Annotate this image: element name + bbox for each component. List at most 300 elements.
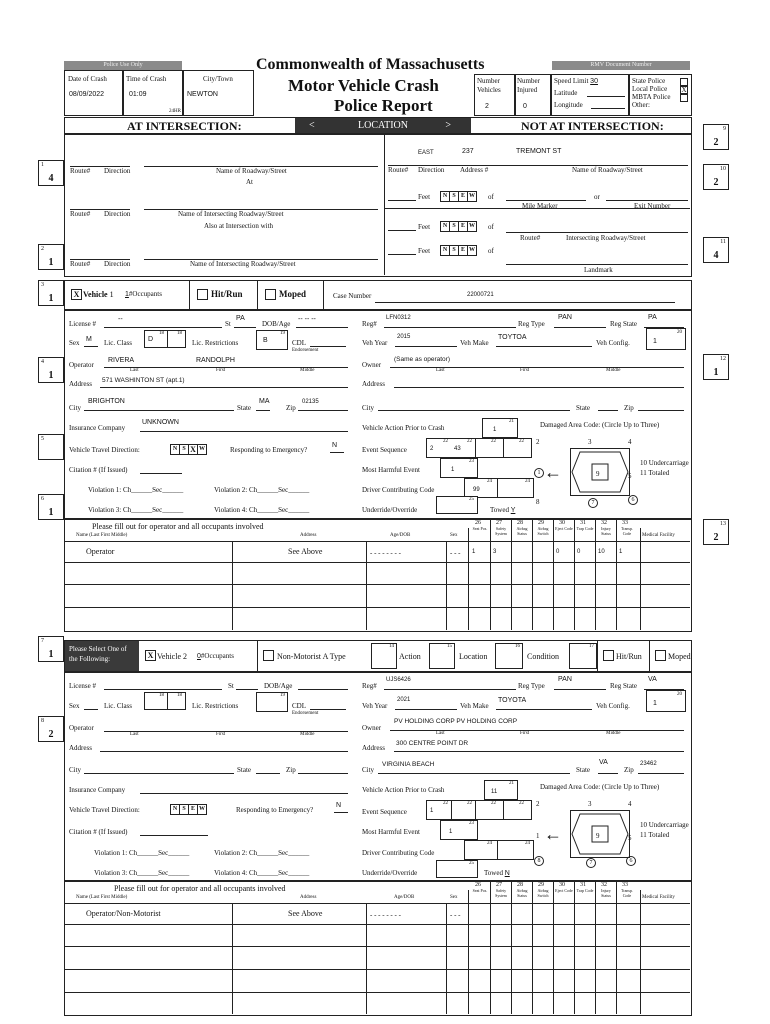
occ-col-label-1-5: Eject Code [555,526,573,531]
occ-row1-val-2[interactable]: 3 [493,549,497,555]
violation3-label-1: Violation 3: Ch [88,506,132,514]
vehicle2-checkbox[interactable]: X [145,650,156,661]
at-label: At [246,178,253,186]
dob-label-1: DOB/Age [262,320,291,328]
location-body [64,133,692,277]
mhe-box-2[interactable]: 1 23 [440,820,478,840]
reg-type-value-2[interactable]: PAN [558,676,572,683]
veh-config-value-2[interactable]: 1 [653,700,657,707]
owner-zip-label-1: Zip [624,404,634,412]
undercarriage-label-2: 10 Undercarriage [640,821,689,829]
middle-label-1: Middle [300,368,315,373]
mhe-value-2[interactable]: 1 [449,829,453,835]
occ-col-label-2-1: Seat Pos. [472,888,488,893]
location-label-v2: Location [459,652,488,661]
veh-year-label-2: Veh Year [362,702,388,710]
type-label: A Type [322,652,346,661]
owner-address-label-1: Address [362,380,385,388]
owner-zip-value-2[interactable]: 23462 [640,761,657,767]
side-right-box-5[interactable]: 13 2 [703,519,729,545]
license-value-1[interactable]: -- [118,316,123,323]
location-center [295,118,471,134]
occ2-row1-address: See Above [288,909,323,918]
time-box [122,70,184,116]
occ-col-label-1-8: Transp. Code [621,526,633,536]
towed-label-1: Towed [490,506,509,514]
address-number-value[interactable]: 237 [462,148,474,155]
occ-row1-val-5[interactable]: 0 [556,549,560,555]
state-value-1[interactable]: MA [259,398,270,405]
owner-first-label-2: First [520,731,530,736]
violation4-line-1: Violation 4: Ch______Sec______ [214,506,310,514]
intersecting-road-label-1: Name of Intersecting Roadway/Street [178,210,284,218]
owner-address-value-2[interactable]: 300 CENTRE POINT DR [396,740,469,747]
veh-config-box-1[interactable]: 1 20 [646,328,686,350]
vehicle1-number: 1 [109,290,114,299]
emergency-value-1[interactable]: N [332,442,338,449]
occ-sex-label-2: Sex [450,895,458,900]
lic-class-box-1[interactable]: D 18 18 [144,330,186,348]
towed-label-2: Towed [484,869,503,877]
lic-class-box-2[interactable]: 18 18 [144,692,186,710]
feet-label-2: Feet [418,223,431,231]
st-value-1[interactable]: PA [236,315,245,322]
of-label-1: of [488,193,494,201]
speed-limit-value[interactable]: 30 [590,78,598,85]
direction-label-3: Direction [104,260,131,268]
rmv-label: RMV Document Number [552,61,690,70]
zip-value-1[interactable]: 02135 [302,399,319,405]
occ-col-num-1-8: 33 [622,520,628,526]
event-seq-label-1: Event Sequence [362,446,407,454]
owner-address-label-2: Address [362,744,385,752]
occ-row1-address-1: See Above [288,547,323,556]
veh-config-value-1[interactable]: 1 [653,338,657,345]
side-left-box-1[interactable]: 1 4 [38,160,64,186]
reg-type-value-1[interactable]: PAN [558,314,572,321]
occ-col-label-2-7: Injury Status [601,888,611,898]
event-seq-box-1[interactable]: 2 22 43 22 22 22 [426,438,532,458]
direction-value[interactable]: EAST [418,150,434,156]
moped-checkbox-2[interactable] [655,650,666,661]
landmark-label: Landmark [584,266,613,274]
owner-label-2: Owner [362,724,382,732]
reg-label-1: Reg# [362,320,377,328]
veh-year-value-1[interactable]: 2015 [397,334,411,340]
occ-row1-val-7[interactable]: 10 [598,549,605,555]
owner-last-label-2: Last [436,731,445,736]
occ-col-num-2-8: 33 [622,882,628,888]
case-number-value[interactable]: 22000721 [467,292,494,298]
reg-state-value-2[interactable]: VA [648,676,657,683]
citation-label-2: Citation # (If Issued) [69,828,128,836]
select-one-text: Please Select One of the Following: [69,645,127,663]
route-label-3: Route# [70,260,91,268]
occ-row1-sex-1: - - - [450,549,461,557]
occ2-row1-name: Operator/Non-Motorist [86,909,161,918]
address-label-loc: Address # [460,166,489,174]
occ-col-num-2-5: 30 [559,882,565,888]
operator-label-2: Operator [69,724,94,732]
reg-value-2[interactable]: UJS6426 [386,677,411,683]
vehicle1-label-text: Vehicle [83,290,108,299]
occ-row1-val-1[interactable]: 1 [472,549,476,555]
lic-restr-box-2[interactable]: 19 [256,692,288,712]
last-label-1: Last [130,368,139,373]
vap-value-2[interactable]: 11 [491,789,498,795]
form-title-3: Police Report [334,96,433,115]
occ-col-label-1-4: Airbag Switch [537,526,549,536]
occ-col-label-1-1: Seat Pos. [472,526,488,531]
vehicle1-occupants [125,290,162,298]
underride-label-2: Underride/Override [362,869,418,877]
emergency-value-2[interactable]: N [336,802,342,809]
occ-col-num-1-2: 27 [496,520,502,526]
lic-restr-value-1[interactable]: B [263,337,268,344]
speed-limit [554,77,598,85]
city-label-2: City [69,766,82,774]
condition-label: Condition [527,652,560,661]
vehicle2-occupants-value[interactable]: 0 [197,653,201,660]
zip-label-2: Zip [286,766,296,774]
vehicle2-occupants-label: #Occupants [200,652,234,660]
occ-col-label-2-3: Airbag Status [516,888,528,898]
vap-value-1[interactable]: 1 [493,427,497,433]
vap-box-1[interactable]: 1 21 [482,418,518,438]
sec-label-v1b: Sec [278,486,289,494]
occ-name-label-1: Name (Last First Middle) [76,533,128,538]
nonmotorist [277,652,346,661]
occ-age-label-1: Age/DOB [390,533,411,538]
route-label-1: Route# [70,167,91,175]
vehicle1-header [64,280,692,310]
police-use-label: Police Use Only [64,61,182,70]
vehicle2-occupants [197,652,234,660]
damage-diagram-1[interactable]: 2 3 4 1 ← 9 5 7 6 8 [530,432,640,508]
first-label-2: First [216,732,226,737]
vehicle1-occupants-label: #Occupants [128,290,162,298]
city-label-1: City [69,404,82,412]
reg-state-value-1[interactable]: PA [648,314,657,321]
city-value-1[interactable]: BRIGHTON [88,398,125,405]
lic-class-label-1: Lic. Class [104,339,132,347]
lic-class-value-1[interactable]: D [148,336,154,343]
occ-heading-1: Please fill out for operator and all occupants involved [92,522,264,531]
side-right-box-4[interactable]: 12 1 [703,354,729,380]
city-label: City/Town [203,75,233,83]
operator-first-1[interactable]: RANDOLPH [196,357,235,364]
mile-marker-label: Mile Marker [522,202,558,210]
sec-label-v1d: Sec [278,506,289,514]
num-injured-label: Number Injured [517,77,540,94]
violation1-line-2: Violation 1: Ch______Sec______ [94,849,190,857]
towed-2 [484,869,510,877]
occ-col-num-1-3: 28 [517,520,523,526]
owner-value-2[interactable]: PV HOLDING CORP PV HOLDING CORP [394,718,518,725]
side-left-box-2[interactable]: 2 1 [38,244,64,270]
arrow-right-icon: > [445,120,451,131]
owner-state-value-2[interactable]: VA [599,759,608,766]
violation2-line-1: Violation 2: Ch______Sec______ [214,486,310,494]
citation-label-1: Citation # (If Issued) [69,466,128,474]
side-right-box-2[interactable]: 10 2 [703,164,729,190]
occ-name-label-2: Name (Last First Middle) [76,895,128,900]
sec-label-v2a: Sec [158,849,169,857]
reg-state-label-2: Reg State [610,682,638,690]
intersecting-road-label-2: Name of Intersecting Roadway/Street [190,260,296,268]
vap-label-2: Vehicle Action Prior to Crash [362,786,445,794]
damage-diagram-2[interactable]: 2 3 4 1 ← 9 5 8 7 6 [530,794,640,870]
side-left-box-6[interactable]: 6 1 [38,494,64,520]
endorsement-label-1: Endorsement [292,348,319,353]
side-right-box-1[interactable]: 9 2 [703,124,729,150]
lic-restr-box-1[interactable]: B 19 [256,330,288,350]
agency-box [628,74,692,116]
vehicle1-occupants-value[interactable]: 1 [125,291,129,298]
occ-medical-label-2: Medical Facility [642,895,675,900]
totaled-label-2: 11 Totaled [640,831,670,839]
other-label: Other: [632,101,650,109]
emergency-label-2: Responding to Emergency? [236,806,314,814]
owner-first-label-1: First [520,368,530,373]
license-label-2: License # [69,682,97,690]
reg-value-1[interactable]: LFN0312 [386,315,411,321]
occ-col-num-2-1: 26 [475,882,481,888]
of-label-3: of [488,247,494,255]
not-at-intersection-heading: NOT AT INTERSECTION: [521,119,664,133]
occ-col-label-2-4: Airbag Switch [537,888,549,898]
occ-row1-val-8[interactable]: 1 [619,549,623,555]
arrow-left-icon-1: ← [544,462,562,482]
type-box[interactable]: 14 [371,643,397,669]
underride-box-1[interactable]: 25 [436,496,478,514]
owner-label-1: Owner [362,361,382,369]
mhe-value-1[interactable]: 1 [451,467,455,473]
lic-restrictions-label-2: Lic. Restrictions [192,702,239,710]
occ-col-num-2-7: 32 [601,882,607,888]
hitrun-label-1: Hit/Run [211,289,243,299]
case-number-label: Case Number [333,292,372,300]
violation3-label-2: Violation 3: Ch [94,869,138,877]
dcc-box-2[interactable]: 24 24 [464,840,534,860]
violation3-line-2: Violation 3: Ch______Sec______ [94,869,190,877]
sec-label-v2c: Sec [158,869,169,877]
num-vehicles-label: Number Vehicles [477,77,501,94]
operator-label-1: Operator [69,361,94,369]
vap-label-1: Vehicle Action Prior to Crash [362,424,445,432]
owner-state-label-1: State [576,404,590,412]
vehicle2-header [64,640,692,672]
num-vehicles-value[interactable]: 2 [485,103,489,110]
exit-number-label: Exit Number [634,202,671,210]
mbta-police-checkbox[interactable] [680,94,688,102]
side-left-box-7[interactable]: 7 1 [38,636,64,662]
owner-city-value-2[interactable]: VIRGINIA BEACH [382,761,435,768]
insurance-value-1[interactable]: UNKNOWN [142,419,179,426]
st-label-1: St [225,320,231,328]
side-left-box-4[interactable]: 4 1 [38,357,64,383]
num-injured-value[interactable]: 0 [523,103,527,110]
occ-row1-name-1: Operator [86,547,115,556]
totaled-label-1: 11 Totaled [640,469,670,477]
veh-year-value-2[interactable]: 2021 [397,697,411,703]
occ-col-num-1-6: 31 [580,520,586,526]
veh-config-label-1: Veh Config. [596,339,630,347]
state-label-1: State [237,404,251,412]
event-seq-box-2[interactable]: 1 22 22 22 22 [426,800,532,820]
dob-value-1[interactable]: -- -- -- [298,316,316,323]
dcc-box-1[interactable]: 99 24 24 [464,478,534,498]
state-police-checkbox[interactable] [680,78,688,86]
owner-last-label-1: Last [436,368,445,373]
occ-heading-2: Please fill out for operator and all occupants involved [114,884,286,893]
select-one-label [65,641,139,671]
city-value[interactable]: NEWTON [187,91,218,98]
arrow-left-icon-2: ← [544,824,562,844]
violation1-line-1: Violation 1: Ch______Sec______ [88,486,184,494]
violation4-label-1: Violation 4: Ch [214,506,258,514]
owner-state-label-2: State [576,766,590,774]
state-label-2: State [237,766,251,774]
reg-type-label-2: Reg Type [518,682,545,690]
sec-label-v2d: Sec [278,869,289,877]
also-at-label: Also at Intersection with [204,222,274,230]
underride-box-2[interactable]: 25 [436,860,478,878]
veh-config-box-2[interactable]: 1 20 [646,690,686,712]
operator-last-1[interactable]: RIVERA [108,357,135,364]
latitude-label: Latitude [554,89,578,97]
vehicle-outline-icon-2 [570,810,630,858]
vehicle1-label [83,290,114,299]
feet-label-1: Feet [418,193,431,201]
occ-col-label-2-8: Transp. Code [621,888,633,898]
time-value[interactable]: 01:09 [129,91,147,98]
event-seq-2[interactable]: 43 [454,446,461,452]
vehicle1-checkbox[interactable]: X [71,289,82,300]
occ-col-label-2-6: Trap Code [576,888,594,893]
towed-1 [490,506,515,514]
condition-box[interactable]: 17 [569,643,597,669]
hitrun-checkbox-1[interactable] [197,289,208,300]
address-value-1[interactable]: 571 WASHINTON ST (apt.1) [102,377,185,384]
date-box [64,70,124,116]
violation4-line-2: Violation 4: Ch______Sec______ [214,869,310,877]
veh-make-value-2[interactable]: TOYOTA [498,697,527,704]
nonmotorist-checkbox[interactable] [263,650,274,661]
vehicle-outline-icon-1 [570,448,630,496]
towed-value-1[interactable]: Y [510,507,516,514]
travel-dir-selector-2[interactable]: N S E W [170,804,206,815]
occ-col-label-1-3: Airbag Status [516,526,528,536]
action-label: Action [399,652,421,661]
occ-col-label-2-5: Eject Code [555,888,573,893]
longitude-label: Longitude [554,101,583,109]
moped-label-1: Moped [279,289,306,299]
road-name-label: Name of Roadway/Street [216,167,287,175]
license-label-1: License # [69,320,97,328]
route-label-4: Route# [388,166,409,174]
intersecting-label: Intersecting Roadway/Street [566,234,646,242]
event-seq-label-2: Event Sequence [362,808,407,816]
side-left-box-5[interactable]: 5 [38,434,64,460]
dcc-label-2: Driver Contributing Code [362,849,435,857]
hitrun-checkbox-2[interactable] [603,650,614,661]
last-label-2: Last [130,732,139,737]
violation1-label-2: Violation 1: Ch [94,849,138,857]
occ-col-label-2-2: Safety System [495,888,507,898]
violation1-label-1: Violation 1: Ch [88,486,132,494]
event-seq-v2-1[interactable]: 1 [430,808,434,814]
reg-type-label-1: Reg Type [518,320,545,328]
occ-col-label-1-6: Trap Code [576,526,594,531]
violation2-line-2: Violation 2: Ch______Sec______ [214,849,310,857]
veh-make-value-1[interactable]: TOYTOA [498,334,527,341]
occ-row1-val-6[interactable]: 0 [577,549,581,555]
event-seq-1[interactable]: 2 [430,446,434,452]
occ-sex-label-1: Sex [450,533,458,538]
occ-col-num-2-2: 27 [496,882,502,888]
moped-label-2: Moped [668,652,691,661]
nsew-selector-1[interactable]: N S E W [440,191,476,202]
veh-make-label-2: Veh Make [460,702,489,710]
speed-limit-label: Speed Limit [554,77,589,85]
insurance-label-2: Insurance Company [69,786,126,794]
owner-value-1[interactable]: (Same as operator) [394,356,450,363]
mhe-box-1[interactable]: 1 23 [440,458,478,478]
local-police-checkbox[interactable]: X [681,86,687,94]
dcc-value-1[interactable]: 99 [473,487,480,493]
vehicle2-label [157,652,187,661]
address-label-1: Address [69,380,92,388]
side-left-box-3[interactable]: 3 1 [38,280,64,306]
speed-box [550,74,630,116]
mhe-label-2: Most Harmful Event [362,828,420,836]
occ-col-num-1-7: 32 [601,520,607,526]
owner-middle-label-1: Middle [606,368,621,373]
violation4-label-2: Violation 4: Ch [214,869,258,877]
of-label-2: of [488,223,494,231]
action-box[interactable]: 15 [429,643,455,669]
road-name-label-2: Name of Roadway/Street [572,166,643,174]
or-label: or [594,193,600,201]
route-label-5: Route# [520,234,541,242]
address-label-2: Address [69,744,92,752]
nsew-selector-2[interactable]: N S E W [440,221,476,232]
travel-dir-selector-1[interactable]: N S X W [170,444,206,455]
sex-value-1[interactable]: M [86,336,92,343]
undercarriage-label-1: 10 Undercarriage [640,459,689,467]
location-box[interactable]: 16 [495,643,523,669]
cdl-label-1: CDL [292,339,306,347]
street-value[interactable]: TREMONT ST [516,148,562,155]
direction-label-2: Direction [104,210,131,218]
side-left-box-8[interactable]: 8 2 [38,716,64,742]
date-value[interactable]: 08/09/2022 [69,91,105,98]
nsew-selector-3[interactable]: N S E W [440,245,476,256]
owner-city-label-2: City [362,766,375,774]
travel-dir-label-1: Vehicle Travel Direction: [69,446,140,454]
sec-label-v2b: Sec [278,849,289,857]
towed-value-2[interactable]: N [504,870,510,877]
side-right-box-3[interactable]: 11 4 [703,237,729,263]
violation3-line-1: Violation 3: Ch______Sec______ [88,506,184,514]
vap-box-2[interactable]: 11 21 [484,780,518,800]
emergency-label-1: Responding to Emergency? [230,446,308,454]
sex-label-2: Sex [69,702,80,710]
time-unit: 24HR [169,109,181,114]
moped-checkbox-1[interactable] [265,289,276,300]
occ2-row1-age: - - - - - - - - [370,911,401,919]
